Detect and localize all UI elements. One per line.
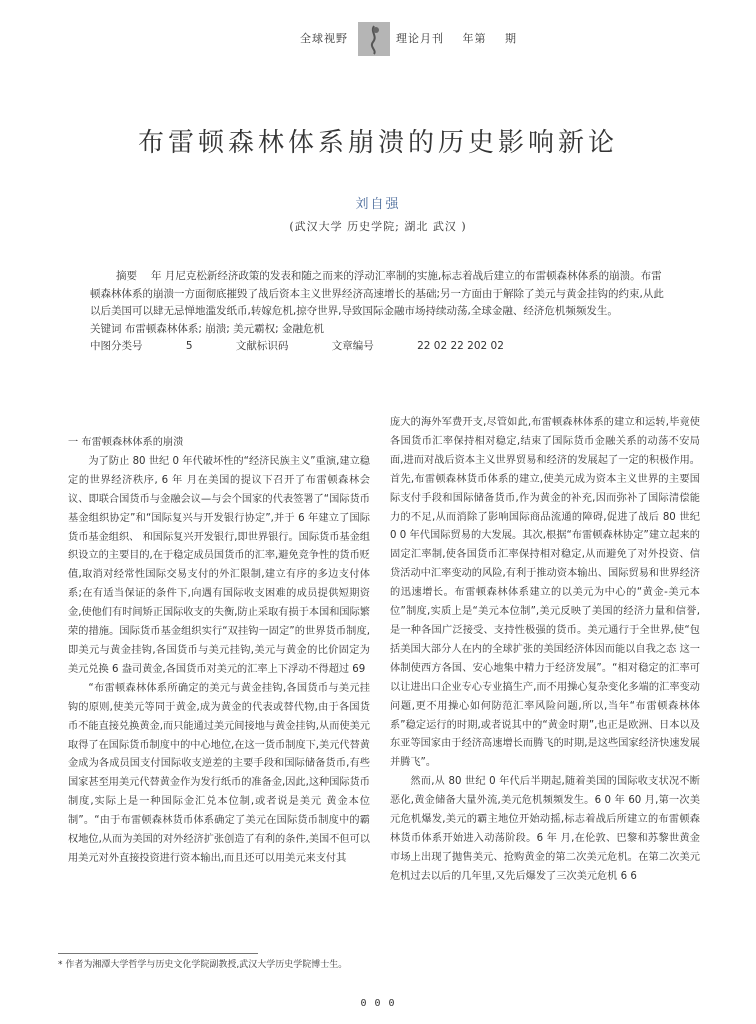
doc-code-label: 文献标识码	[235, 340, 289, 352]
body-paragraph: 然而,从 80 世纪 0 年代后半期起,随着美国的国际收支状况不断恶化,黄金储备大量外流,美元危机频频发生。6 0 年 60 月,第一次美元危机爆发,美元的霸主地位开始动摇,标志着战后所建立的布雷顿森林货币体系开始进入动荡阶段。6 年 月,在伦敦、巴黎和苏黎世黄金市场上出现了抛售美元、抢购黄金的第二次美元危机。在第二次美元危机过去以后的几年里,又先后爆发了三次美元危机 6 6	[390, 776, 700, 882]
author-footnote: * 作者为湘潭大学哲学与历史文化学院副教授,武汉大学历史学院博士生。	[58, 960, 348, 970]
header-column-name: 全球视野	[300, 32, 348, 45]
abstract-block	[90, 268, 670, 356]
class-value: 5	[185, 340, 193, 352]
article-title: 布雷顿森林体系崩溃的历史影响新论	[137, 128, 618, 158]
abstract-label: 摘要	[116, 270, 137, 282]
right-column	[390, 414, 700, 887]
journal-year: 年第	[462, 32, 487, 45]
page-number: 0 0 0	[360, 998, 396, 1009]
keywords-label: 关键词	[90, 322, 122, 335]
abstract-paragraph	[90, 268, 670, 321]
class-label: 中图分类号	[90, 340, 143, 352]
journal-name: 理论月刊	[396, 32, 444, 45]
footnote-divider	[58, 953, 258, 954]
section-heading: 一 布雷顿森林体系的崩溃	[68, 437, 184, 448]
article-author: 刘自强	[355, 197, 401, 212]
article-number-value: 22 02 22 202 02	[417, 340, 504, 352]
classification-line	[90, 338, 670, 356]
body-paragraph: 庞大的海外军费开支,尽管如此,布雷顿森林体系的建立和运转,毕竟使各国货币汇率保持相对稳定,结束了国际货币金融关系的动荡不安局面,进而对战后资本主义世界贸易和经济的发展起了一定的积极作用。首先,布雷顿森林货币体系的建立,使美元成为资本主义世界的主要国际支付手段和国际储备货币,作为黄金的补充,因而弥补了国际清偿能力的不足,从而消除了影响国际商品流通的障碍,促进了战后 80 世纪 0 0 年代国际贸易的大发展。其次,根据“布雷顿森林协定”建立起来的固定汇率制,使各国货币汇率保持相对稳定,从而避免了对外投资、信贷活动中汇率变动的风险,有利于推动资本输出、国际贸易和世界经济的迅速增长。布雷顿森林体系建立的以美元为中心的“黄金-美元本位”制度,实质上是“美元本位制”,美元反映了美国的经济力量和信誉,是一种各国广泛接受、支持性极强的货币。美元通行于全世界,使“包括美国大部分人在内的全球扩张的美国经济体因而能以自我之态 这一体制使西方各国、安心地集中精力于经济发展”。“相对稳定的汇率可以让进出口企业专心专业搞生产,而不用操心复杂变化多端的汇率变动问题,更不用操心如何防范汇率风险问题,所以,当年“布雷顿森林体系”稳定运行的时期,或者说其中的“黄金时期”,也正是欧洲、日本以及东亚等国家由于经济高速增长而腾飞的时期,是这些国家经济快速发展并腾飞”。	[390, 417, 700, 769]
abstract-text: 年 月尼克松新经济政策的发表和随之而来的浮动汇率制的实施,标志着战后建立的布雷顿森林体系的崩溃。布雷顿森林体系的崩溃一方面彻底摧毁了战后资本主义世界经济高速增长的基础;另一方面由于解除了美元与黄金挂钩的约束,从此以后美国可以肆无忌惮地滥发纸币,转嫁危机,掠夺世界,导致国际金融市场持续动荡,全球金融、经济危机频频发生。	[90, 270, 664, 317]
body-paragraph: “布雷顿森林体系所确定的美元与黄金挂钩,各国货币与美元挂钩的原则,使美元等同于黄金,成为黄金的代表或替代物,由于各国货币不能直接兑换黄金,而只能通过美元间接地与黄金挂钩,从而使美元取得了在国际货币制度中的中心地位,在这一货币制度下,美元代替黄金成为各成员国支付国际收支逆差的主要手段和国际储备货币,有些国家甚至用美元代替黄金作为发行纸币的准备金,因此,这种国际货币制度,实际上是一种国际金汇兑本位制,或者说是美元 黄金本位制”。“由于布雷顿森林货币体系确定了美元在国际货币制度中的霸权地位,从而为美国的对外经济扩张创造了有利的条件,美国不但可以用美元对外直接投资进行资本输出,而且还可以用美元来支付其	[68, 682, 370, 864]
author-affiliation: (武汉大学 历史学院; 湖北 武汉 )	[289, 220, 467, 233]
running-header	[0, 22, 756, 54]
article-number-label: 文章编号	[331, 340, 374, 352]
journal-issue: 期	[505, 32, 517, 45]
journal-logo-icon	[358, 22, 390, 56]
keywords-line	[90, 321, 670, 339]
body-paragraph: 为了防止 80 世纪 0 年代破坏性的“经济民族主义”重演,建立稳定的世界经济秩序, 6 年 月在美国的提议下召开了布雷顿森林会议、即联合国货币与金融会议—与会个国家的代表签署了“国际货币基金组织协定”和“国际复兴与开发银行协定”,并于 6 年建立了国际货币基金组织、 和国际复兴开发银行,即世界银行。国际货币基金组织设立的主要目的,在于稳定成员国货币的汇率,避免竞争性的货币贬值,取消对经常性国际交易支付的外汇限制,建立有序的多边支付体系;在有适当保证的条件下,向遇有国际收支困难的成员提供短期资金,使他们有时间矫正国际收支的失衡,防止采取有损于本国和国际繁荣的措施。国际货币基金组织实行“双挂钩一固定”的世界货币制度,即美元与黄金挂钩,各国货币与美元挂钩,美元与黄金的比价固定为 美元兑换 6 盎司黄金,各国货币对美元的汇率上下浮动不得超过 69	[68, 455, 370, 675]
keywords-text: 布雷顿森林体系; 崩溃; 美元霸权; 金融危机	[124, 322, 324, 335]
header-journal-info	[396, 30, 531, 46]
left-column	[68, 434, 370, 869]
